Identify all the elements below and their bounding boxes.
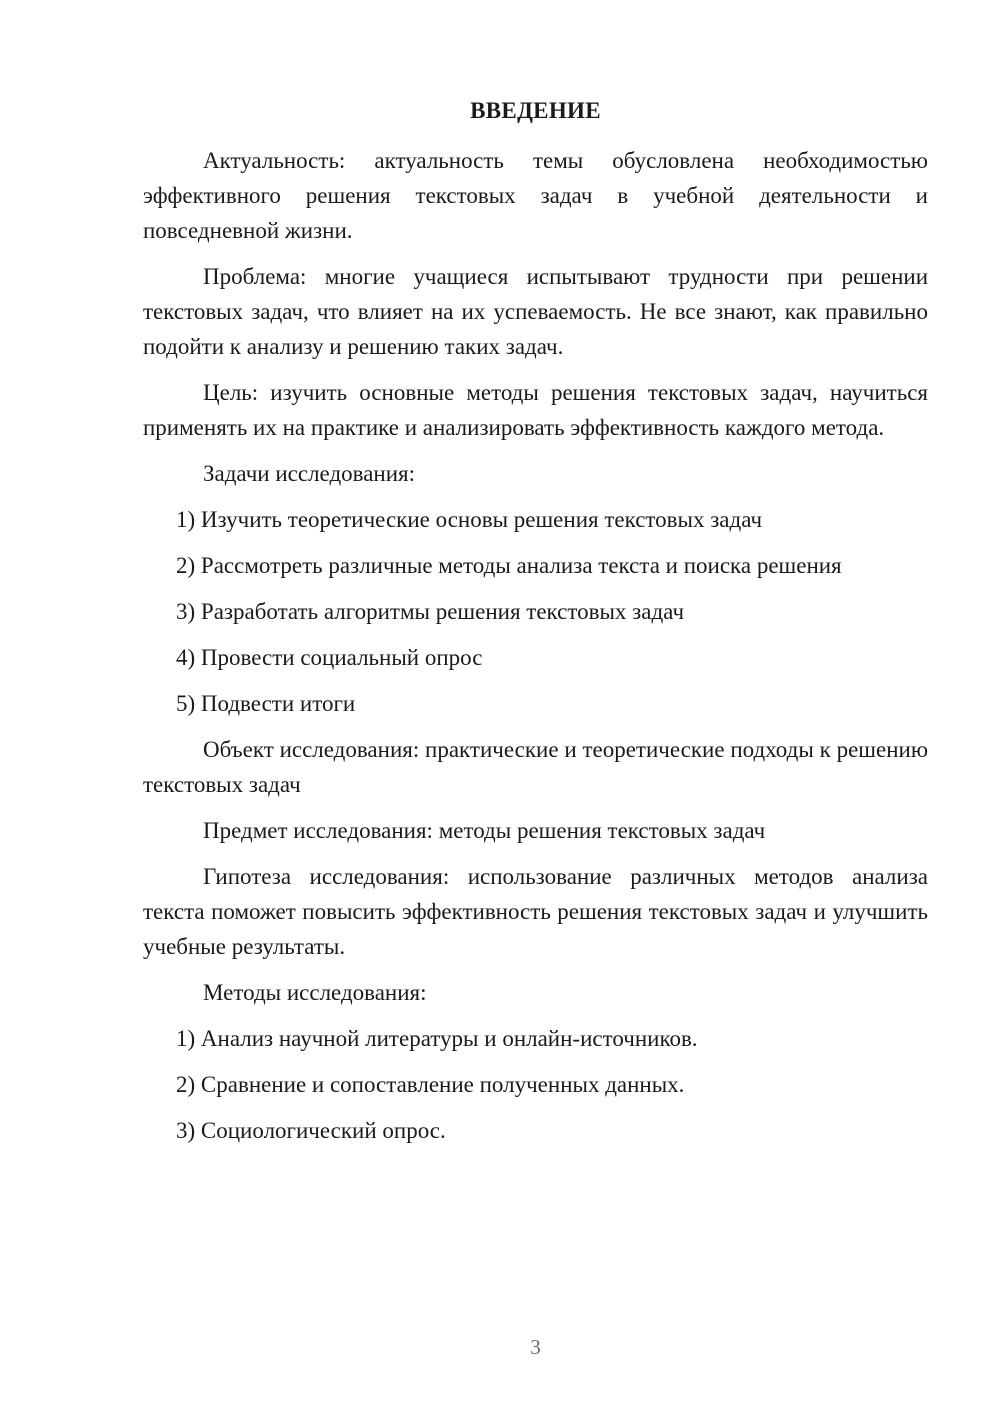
methods-list bbox=[143, 1021, 928, 1148]
list-item: 3) Разработать алгоритмы решения текстовых задач bbox=[176, 599, 685, 624]
list-item: 2) Сравнение и сопоставление полученных данных. bbox=[176, 1072, 685, 1097]
tasks-heading: Задачи исследования: bbox=[203, 461, 416, 486]
list-item: 1) Изучить теоретические основы решения текстовых задач bbox=[176, 507, 763, 532]
document-body bbox=[143, 143, 928, 1159]
list-item: 4) Провести социальный опрос bbox=[176, 645, 483, 670]
paragraph-goal: Цель: изучить основные методы решения текстовых задач, научиться применять их на практике и анализировать эффективность каждого метода. bbox=[143, 380, 928, 440]
list-item: 3) Социологический опрос. bbox=[176, 1118, 446, 1143]
paragraph-problem: Проблема: многие учащиеся испытывают трудности при решении текстовых задач, что влияет на их успеваемость. Не все знают, как правильно подойти к анализу и решению таких задач. bbox=[143, 264, 928, 359]
list-item: 1) Анализ научной литературы и онлайн-источников. bbox=[176, 1026, 698, 1051]
methods-heading: Методы исследования: bbox=[203, 980, 427, 1005]
list-item: 5) Подвести итоги bbox=[176, 691, 356, 716]
paragraph-hypothesis: Гипотеза исследования: использование различных методов анализа текста поможет повысить эффективность решения текстовых задач и улучшить учебные результаты. bbox=[143, 864, 928, 959]
paragraph-subject: Предмет исследования: методы решения текстовых задач bbox=[203, 818, 766, 843]
paragraph-relevance: Актуальность: актуальность темы обусловлена необходимостью эффективного решения текстовых задач в учебной деятельности и повседневной жизни. bbox=[143, 148, 928, 243]
page-title: ВВЕДЕНИЕ bbox=[470, 98, 601, 123]
list-item: 2) Рассмотреть различные методы анализа текста и поиска решения bbox=[176, 553, 842, 578]
tasks-list bbox=[143, 502, 928, 721]
paragraph-object: Объект исследования: практические и теоретические подходы к решению текстовых задач bbox=[143, 737, 928, 797]
page-number: 3 bbox=[530, 1335, 541, 1359]
document-page bbox=[143, 0, 928, 1414]
